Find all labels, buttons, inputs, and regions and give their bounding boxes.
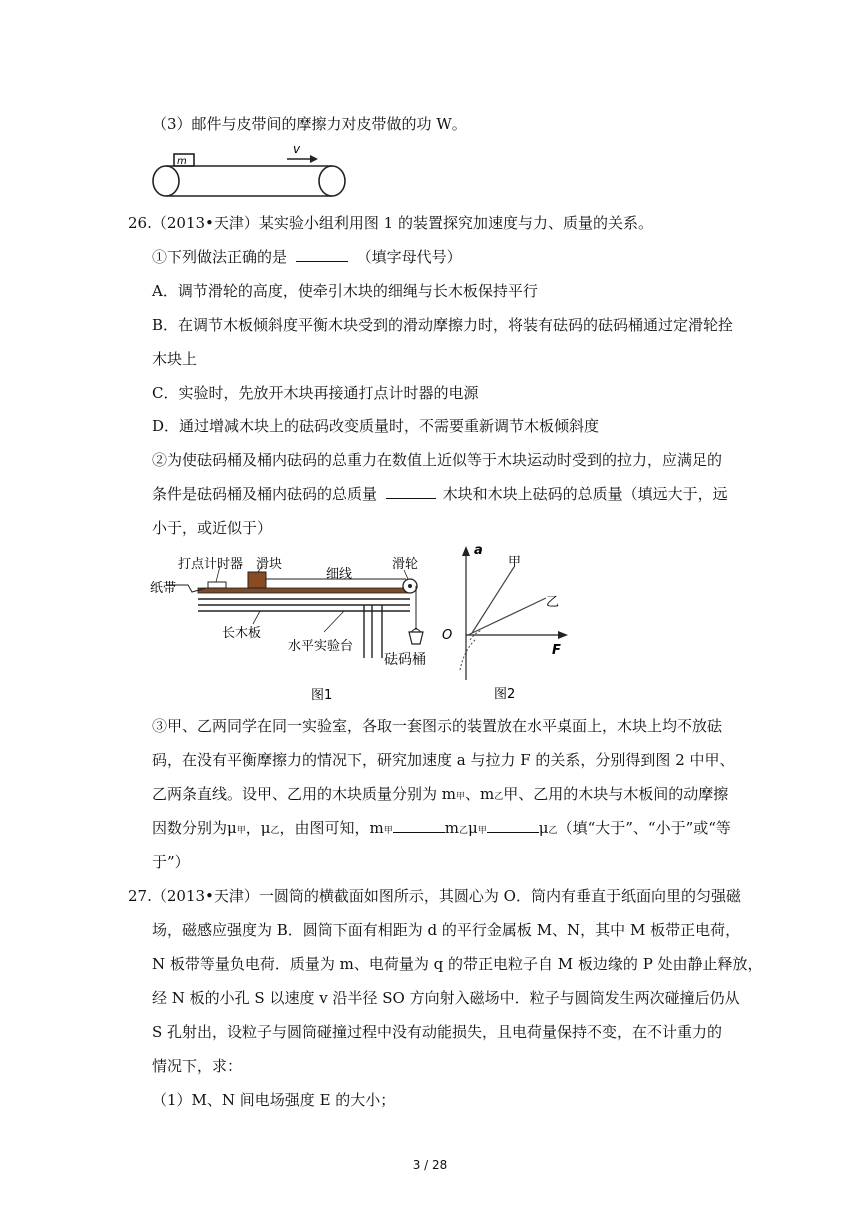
option-d: D．通过增减木块上的砝码改变质量时，不需要重新调节木板倾斜度 (152, 417, 600, 435)
q27-line2: 场，磁感应强度为 B．圆筒下面有相距为 d 的平行金属板 M、N，其中 M 板带正电荷， (152, 921, 741, 939)
subscript: 乙 (494, 792, 504, 802)
subscript: 甲 (456, 792, 466, 802)
q26-part3-line1: ③甲、乙两同学在同一实验室，各取一套图示的装置放在水平桌面上，木块上均不放砝 (152, 717, 723, 735)
conveyor-belt-figure (150, 143, 352, 199)
mass-label: m (177, 156, 187, 167)
line-jia-label: 甲 (508, 555, 522, 570)
figure-2-graph (436, 540, 576, 706)
axis-f-label: F (552, 643, 561, 658)
table-label: 水平实验台 (288, 639, 354, 654)
q26-part3-line3-text: 乙两条直线。设甲、乙用的木块质量分别为 m (152, 785, 456, 803)
subscript: 甲 (236, 826, 246, 836)
velocity-label: v (293, 143, 301, 156)
q26-part1-text: ①下列做法正确的是 (152, 248, 288, 266)
q27-line7: （1）M、N 间电场强度 E 的大小； (152, 1091, 396, 1109)
text: ，由图可知，m (279, 819, 384, 837)
text: μ (468, 819, 478, 837)
text: ，μ (245, 819, 271, 837)
q26-part3-line2: 码，在没有平衡摩擦力的情况下，研究加速度 a 与拉力 F 的关系，分别得到图 2 中甲、 (152, 751, 735, 769)
subscript: 乙 (270, 826, 280, 836)
q26-part2-text-a: 条件是砝码桶及桶内砝码的总质量 (152, 485, 378, 503)
tape-label: 纸带 (150, 581, 177, 596)
option-a: A．调节滑轮的高度，使牵引木块的细绳与长木板保持平行 (152, 282, 538, 300)
board-label: 长木板 (222, 626, 262, 641)
figure-1-caption: 图1 (311, 688, 333, 703)
option-b-line1: B．在调节木板倾斜度平衡木块受到的滑动摩擦力时，将装有砝码的砝码桶通过定滑轮拴 (152, 316, 734, 334)
q26-part3-line3-mid: 、m (465, 785, 495, 803)
axis-a-label: a (474, 543, 483, 558)
q25-part3: （3）邮件与皮带间的摩擦力对皮带做的功 W。 (152, 115, 467, 133)
q27-line6: 情况下，求： (152, 1057, 243, 1075)
pulley-label: 滑轮 (392, 557, 419, 572)
q27-line3: N 板带等量负电荷．质量为 m、电荷量为 q 的带正电粒子自 M 板边缘的 P 处由静止释放， (152, 955, 763, 973)
q27-line1: 27.（2013•天津）一圆筒的横截面如图所示，其圆心为 O．筒内有垂直于纸面向里的匀强磁 (128, 887, 741, 905)
q26-part3-line4 (0, 818, 860, 841)
q26-part1 (0, 247, 860, 267)
subscript: 乙 (548, 826, 558, 836)
figure-1-apparatus (148, 548, 438, 706)
text: 因数分别为μ (152, 819, 237, 837)
line-yi-label: 乙 (546, 595, 560, 610)
subscript: 甲 (477, 826, 487, 836)
q26-part3-line5: 于”） (152, 853, 190, 871)
option-b-line2: 木块上 (152, 350, 198, 368)
text: m (444, 819, 460, 837)
timer-label: 打点计时器 (178, 557, 244, 572)
q27-line5: S 孔射出，设粒子与圆筒碰撞过程中没有动能损失，且电荷量保持不变，在不计重力的 (152, 1023, 723, 1041)
page-number: 3 / 28 (412, 1158, 448, 1172)
q27-line4: 经 N 板的小孔 S 以速度 v 沿半径 SO 方向射入磁场中．粒子与圆筒发生两次碰撞后仍从 (152, 989, 740, 1007)
answer-blank (296, 247, 348, 262)
string-label: 细线 (326, 567, 353, 582)
block-label: 滑块 (256, 557, 283, 572)
q26-part2-line1: ②为使砝码桶及桶内砝码的总重力在数值上近似等于木块运动时受到的拉力，应满足的 (152, 451, 723, 469)
answer-blank (386, 484, 436, 499)
q26-part3-line3 (0, 784, 860, 807)
figure-2-caption: 图2 (494, 687, 516, 702)
q26-part2-line2 (0, 484, 860, 504)
subscript: 甲 (383, 826, 393, 836)
q26-part3-line3-tail: 甲、乙用的木块与木板间的动摩擦 (503, 785, 729, 803)
q26-part1-tail: （填字母代号） (356, 248, 462, 266)
bucket-label: 砝码桶 (384, 652, 426, 668)
answer-blank (393, 818, 445, 833)
origin-label: O (442, 628, 453, 643)
q26-part2-line3: 小于，或近似于） (152, 519, 273, 537)
option-c: C．实验时，先放开木块再接通打点计时器的电源 (152, 384, 479, 402)
text: （填“大于”、“小于”或“等 (557, 819, 731, 837)
answer-blank (487, 818, 539, 833)
q26-header: 26.（2013•天津）某实验小组利用图 1 的装置探究加速度与力、质量的关系。 (128, 214, 653, 232)
text: μ (538, 819, 549, 837)
subscript: 乙 (459, 826, 469, 836)
q26-part2-text-b: 木块和木块上砝码的总质量（填远大于，远 (442, 485, 728, 503)
